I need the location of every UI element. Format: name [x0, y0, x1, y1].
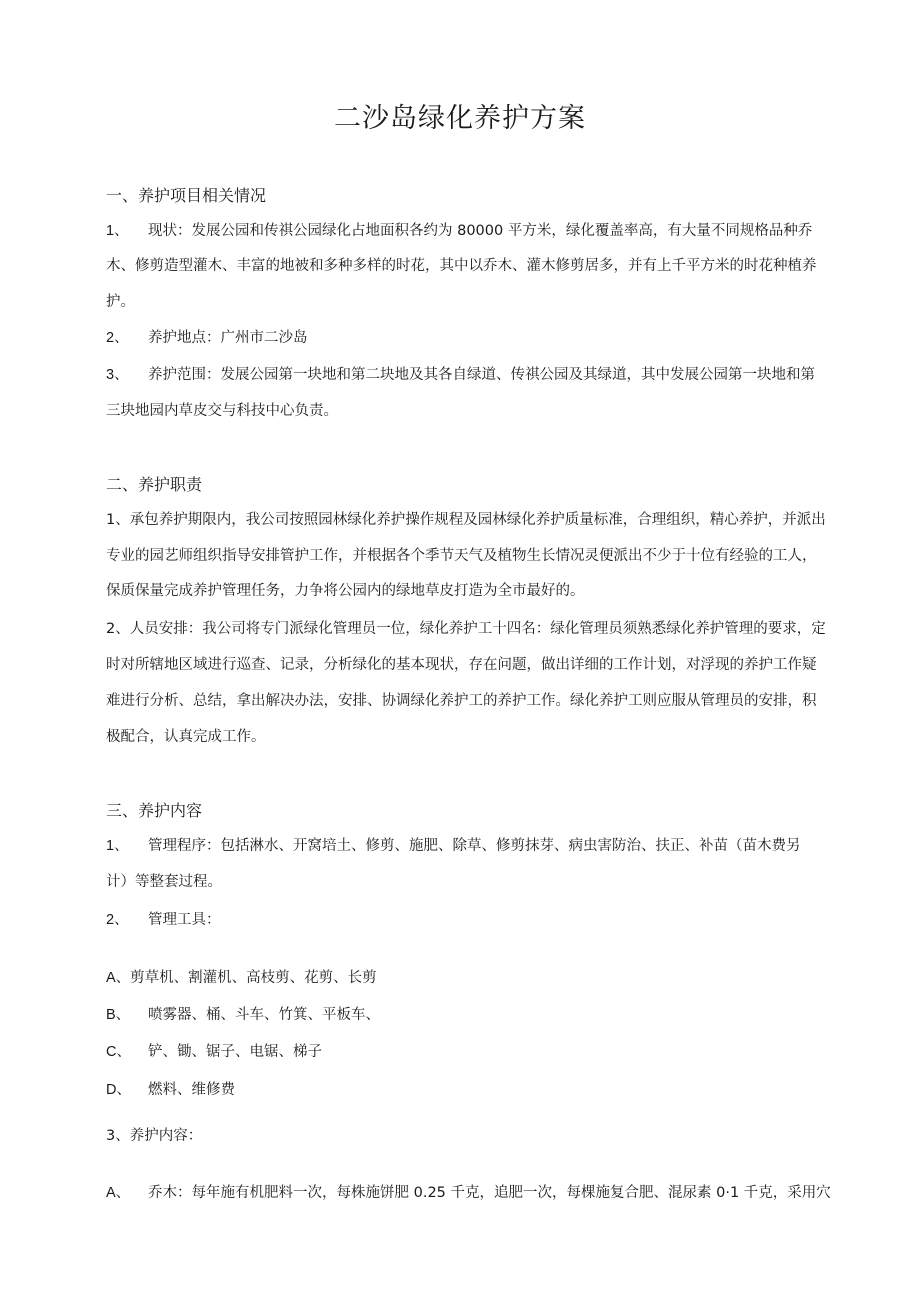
tool-item-b [106, 1003, 380, 1024]
s2-p2-line-2: 时对所辖地区域进行巡查、记录，分析绿化的基本现状，存在问题，做出详细的工作计划，对浮现的养护工作疑 [106, 657, 817, 673]
s1-p2-line-1 [106, 326, 308, 347]
s2-p2-line-4: 极配合，认真完成工作。 [106, 729, 266, 745]
s1-p3-number: 3、 [106, 367, 129, 383]
s1-p3-text-1: 养护范围：发展公园第一块地和第二块地及其各自绿道、传祺公园及其绿道，其中发展公园第一块地和第 [148, 367, 815, 383]
s3-p3-line-1: 3、养护内容： [106, 1128, 203, 1144]
s1-p2-text-1: 养护地点：广州市二沙岛 [148, 330, 308, 346]
tool-item-b-text: 喷雾器、桶、斗车、竹箕、平板车、 [148, 1007, 380, 1023]
tool-item-d [106, 1078, 235, 1099]
s3-p1-line-1 [106, 834, 801, 855]
s1-p1-line-2: 木、修剪造型灌木、丰富的地被和多种多样的时花，其中以乔木、灌木修剪居多，并有上千平方米的时花种植养 [106, 258, 817, 274]
s3-p2-text-1: 管理工具： [148, 912, 221, 928]
section-3-heading: 三、养护内容 [106, 801, 203, 820]
tool-item-c-text: 铲、锄、锯子、电锯、梯子 [148, 1044, 322, 1060]
tool-item-c-number: C、 [106, 1044, 131, 1060]
document-title: 二沙岛绿化养护方案 [334, 103, 586, 134]
s1-p3-line-2: 三块地园内草皮交与科技中心负责。 [106, 403, 338, 419]
s2-p1-line-1: 1、承包养护期限内，我公司按照园林绿化养护操作规程及园林绿化养护质量标准，合理组织，精心养护，并派出 [106, 512, 826, 528]
s3-p2-number: 2、 [106, 912, 129, 928]
s3-p4-line-1 [106, 1181, 831, 1202]
section-2-heading: 二、养护职责 [106, 475, 203, 494]
s2-p1-line-2: 专业的园艺师组织指导安排管护工作，并根据各个季节天气及植物生长情况灵便派出不少于十位有经验的工人， [106, 548, 817, 564]
s3-p2-line-1 [106, 908, 221, 929]
s3-p1-text-1: 管理程序：包括淋水、开窝培土、修剪、施肥、除草、修剪抹芽、病虫害防治、扶正、补苗（苗木费另 [148, 838, 801, 854]
section-1-heading: 一、养护项目相关情况 [106, 186, 267, 205]
tool-item-a [106, 966, 377, 987]
s1-p2-number: 2、 [106, 330, 129, 346]
s3-p1-line-2: 计）等整套过程。 [106, 874, 222, 890]
s1-p1-number: 1、 [106, 223, 129, 239]
s1-p1-line-1 [106, 219, 812, 240]
s2-p2-line-3: 难进行分析、总结，拿出解决办法，安排、协调绿化养护工的养护工作。绿化养护工则应服从管理员的安排，积 [106, 693, 817, 709]
s1-p3-line-1 [106, 363, 815, 384]
tool-item-a-number: A、 [106, 970, 131, 986]
s2-p2-line-1: 2、人员安排：我公司将专门派绿化管理员一位，绿化养护工十四名：绿化管理员须熟悉绿化养护管理的要求，定 [106, 621, 826, 637]
s1-p1-text-1: 现状：发展公园和传祺公园绿化占地面积各约为 80000 平方米，绿化覆盖率高，有大量不同规格品种乔 [148, 223, 813, 239]
tool-item-b-number: B、 [106, 1007, 131, 1023]
s3-p4-text-1: 乔木：每年施有机肥料一次，每株施饼肥 0.25 千克，追肥一次，每棵施复合肥、混尿素 0·1 千克，采用穴 [148, 1185, 831, 1201]
tool-item-d-number: D、 [106, 1082, 131, 1098]
tool-item-d-text: 燃料、维修费 [148, 1082, 235, 1098]
tool-item-c [106, 1040, 322, 1061]
s2-p1-line-3: 保质保量完成养护管理任务，力争将公园内的绿地草皮打造为全市最好的。 [106, 583, 585, 599]
s1-p1-line-3: 护。 [106, 294, 135, 310]
s3-p1-number: 1、 [106, 838, 129, 854]
tool-item-a-text: 剪草机、割灌机、高枝剪、花剪、长剪 [130, 970, 377, 986]
s3-p4-number: A、 [106, 1185, 131, 1201]
